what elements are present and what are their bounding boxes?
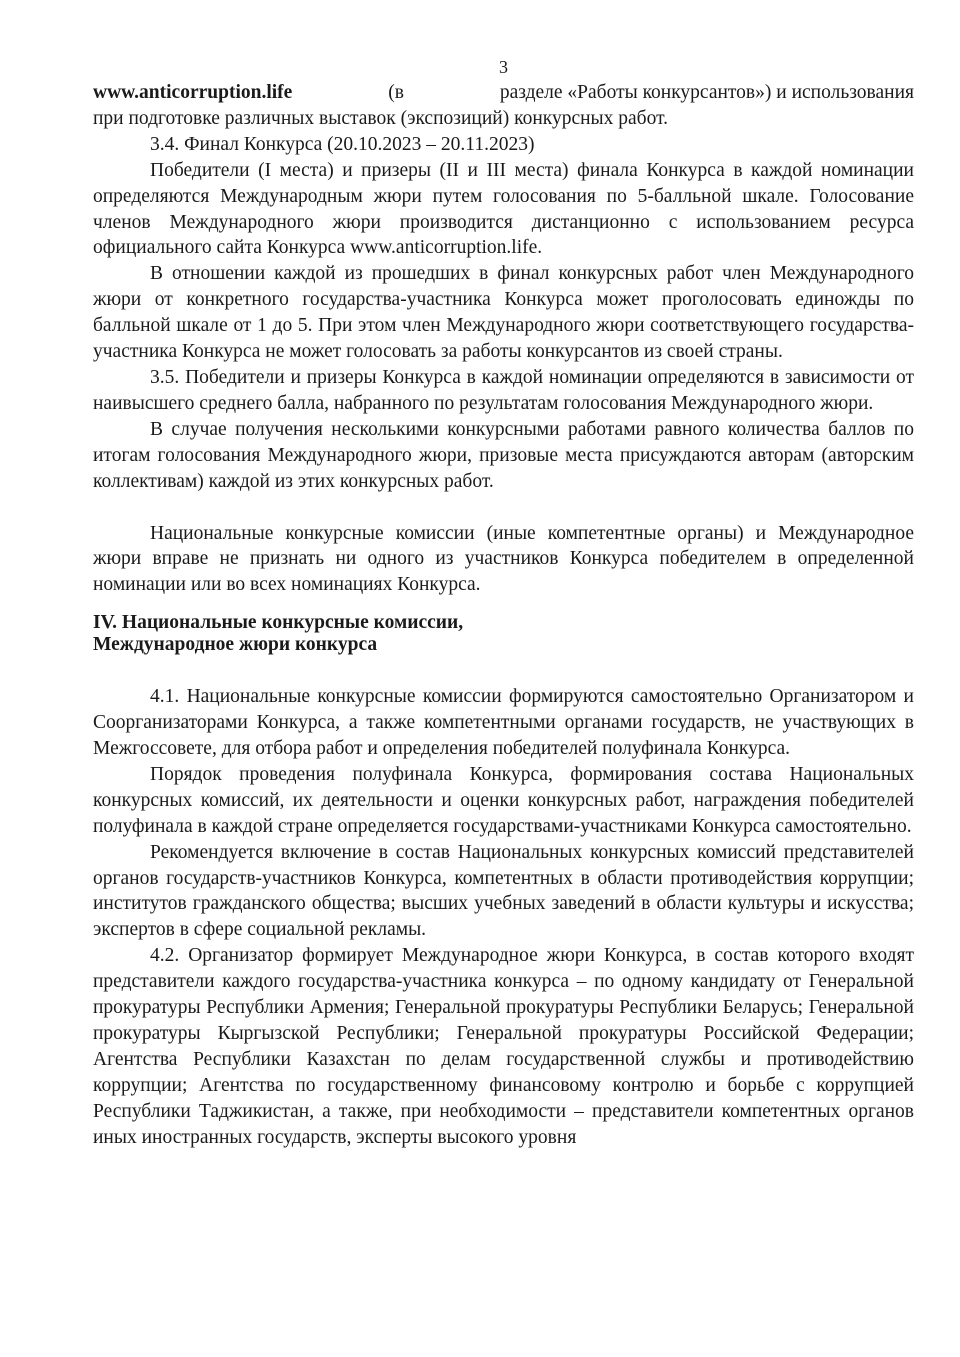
blank-line <box>93 495 914 521</box>
website-url[interactable]: www.anticorruption.life <box>93 82 293 103</box>
continuation-text-b: разделе «Работы конкурсантов») и использования <box>499 82 914 103</box>
section-iv-heading <box>93 612 914 656</box>
section-3-5-paragraph-2: В случае получения несколькими конкурсными работами равного количества баллов по итогам голосования Международного жюри, призовые места присуждаются авторам (авторским коллективам) каждой из этих конкурсных работ. <box>93 418 914 492</box>
section-3-5-paragraph-1: 3.5. Победители и призеры Конкурса в каждой номинации определяются в зависимости от наивысшего среднего балла, набранного по результатам голосования Международного жюри. <box>93 366 914 414</box>
section-4-1-paragraph-3: Рекомендуется включение в состав Национальных конкурсных комиссий представителей органов государств-участников Конкурса, компетентных в области противодействия коррупции; институтов гражданского общества; высших учебных заведений в области культуры и искусства; экспертов в сфере социальной рекламы. <box>93 841 914 941</box>
continuation-text-a: (в <box>388 82 404 103</box>
section-4-2-paragraph-1: 4.2. Организатор формирует Международное жюри Конкурса, в состав которого входят представители каждого государства-участника конкурса – по одному кандидату от Генеральной прокуратуры Республики Армения; Генеральной прокуратуры Республики Беларусь; Генеральной прокуратуры Кыргызской Республики; Генеральной прокуратуры Российской Федерации; Агентства Республики Казахстан по делам государственной службы и противодействию коррупции; Агентства по государственному финансовому контролю и борьбе с коррупцией Республики Таджикистан, а также, при необходимости – представители компетентных органов иных иностранных государств, эксперты высокого уровня <box>93 945 914 1148</box>
section-3-4-paragraph-2: В отношении каждой из прошедших в финал конкурсных работ член Международного жюри от конкретного государства-участника Конкурса может проголосовать единожды по балльной шкале от 1 до 5. При этом член Международного жюри соответствующего государства-участника Конкурса не может голосовать за работы конкурсантов из своей страны. <box>93 263 914 363</box>
section-iv-heading-line-2: Международное жюри конкурса <box>93 634 378 656</box>
section-4-1-paragraph-1: 4.1. Национальные конкурсные комиссии формируются самостоятельно Организатором и Соорганизаторами Конкурса, а также компетентными органами государств, не участвующих в Межгоссовете, для отбора работ и определения победителей полуфинала Конкурса. <box>93 686 914 760</box>
section-4-1-paragraph-2: Порядок проведения полуфинала Конкурса, формирования состава Национальных конкурсных комиссий, их деятельности и оценки конкурсных работ, награждения победителей полуфинала в каждой стране определяется государствами-участниками Конкурса самостоятельно. <box>93 763 914 837</box>
continuation-line-2: при подготовке различных выставок (экспозиций) конкурсных работ. <box>93 107 669 129</box>
section-3-4-paragraph-1: Победители (I места) и призеры (II и III места) финала Конкурса в каждой номинации определяются Международным жюри путем голосования по 5-балльной шкале. Голосование членов Международного жюри производится дистанционно с использованием ресурса официального сайта Конкурса www.anticorruption.life. <box>93 159 914 259</box>
document-page <box>93 54 914 1151</box>
section-iv-heading-line-1: IV. Национальные конкурсные комиссии, <box>93 612 464 634</box>
continuation-line-1 <box>93 80 914 106</box>
section-3-4-title: 3.4. Финал Конкурса (20.10.2023 – 20.11.2023) <box>150 133 535 155</box>
section-3-5-paragraph-3: Национальные конкурсные комиссии (иные компетентные органы) и Международное жюри вправе не признать ни одного из участников Конкурса победителем в определенной номинации или во всех номинациях Конкурса. <box>93 522 914 596</box>
page-number: 3 <box>499 57 508 77</box>
